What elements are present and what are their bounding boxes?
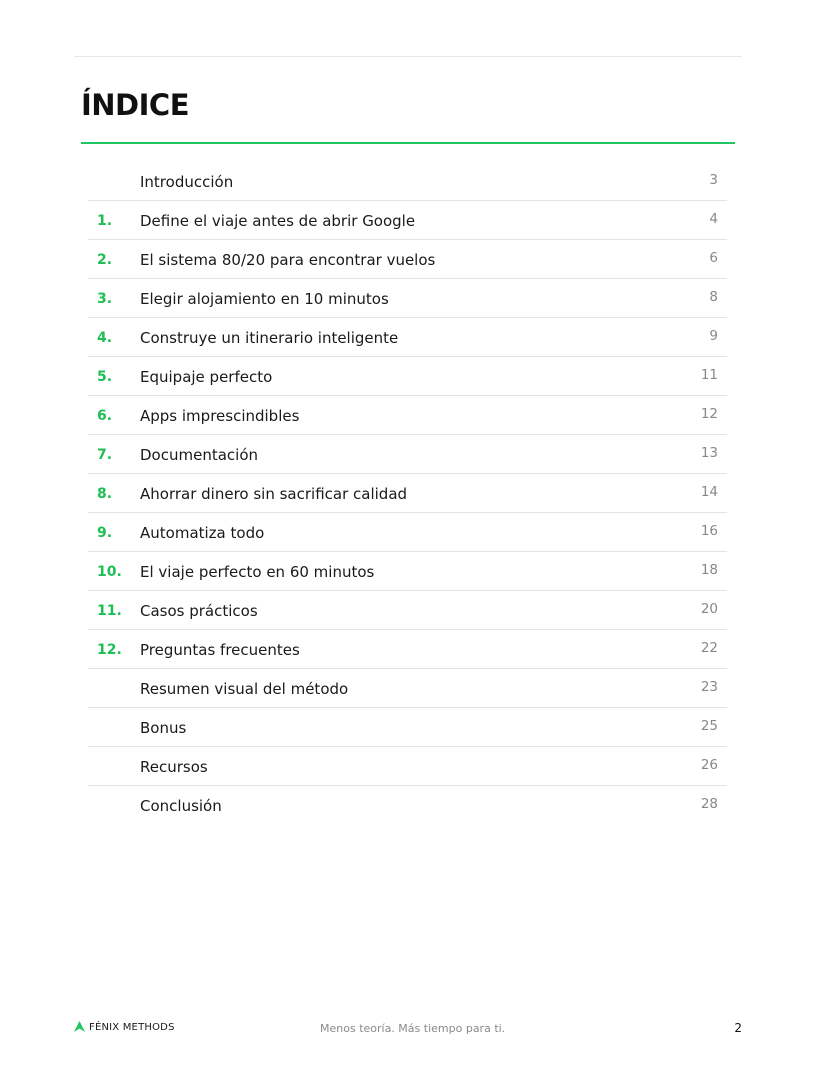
toc-page-number: 22	[700, 640, 718, 656]
toc-number: 2.	[97, 252, 113, 268]
toc-row[interactable]	[88, 435, 727, 474]
toc-page-number: 18	[700, 562, 718, 578]
toc-label: Introducción	[140, 173, 234, 191]
page-number: 2	[734, 1021, 742, 1035]
toc-row[interactable]	[88, 669, 727, 708]
toc-page-number: 25	[700, 718, 718, 734]
toc-row[interactable]	[88, 747, 727, 786]
toc-row[interactable]	[88, 786, 727, 824]
toc-number: 9.	[97, 525, 113, 541]
toc-page-number: 13	[700, 445, 718, 461]
toc-label: Bonus	[140, 719, 187, 737]
toc-page-number: 12	[700, 406, 718, 422]
footer-tagline: Menos teoría. Más tiempo para ti.	[320, 1022, 506, 1035]
toc-page-number: 28	[700, 796, 718, 812]
toc-label: El sistema 80/20 para encontrar vuelos	[140, 251, 436, 269]
toc-label: Ahorrar dinero sin sacrificar calidad	[140, 485, 408, 503]
toc-row[interactable]	[88, 474, 727, 513]
toc-page-number: 6	[709, 250, 718, 266]
phoenix-arrow-icon	[74, 1021, 85, 1033]
toc-row[interactable]	[88, 162, 727, 201]
toc-label: Elegir alojamiento en 10 minutos	[140, 290, 389, 308]
toc-page-number: 23	[700, 679, 718, 695]
page-footer	[74, 1021, 742, 1039]
toc-label: Construye un itinerario inteligente	[140, 329, 399, 347]
toc-row[interactable]	[88, 201, 727, 240]
toc-row[interactable]	[88, 396, 727, 435]
toc-label: Recursos	[140, 758, 208, 776]
toc-page-number: 14	[700, 484, 718, 500]
toc-number: 5.	[97, 369, 113, 385]
toc-row[interactable]	[88, 708, 727, 747]
toc-number: 6.	[97, 408, 113, 424]
toc-page-number: 11	[700, 367, 718, 383]
toc-label: Preguntas frecuentes	[140, 641, 300, 659]
toc-row[interactable]	[88, 279, 727, 318]
toc-number: 10.	[97, 564, 122, 580]
toc-number: 1.	[97, 213, 113, 229]
toc-row[interactable]	[88, 513, 727, 552]
toc-row[interactable]	[88, 357, 727, 396]
toc-row[interactable]	[88, 591, 727, 630]
toc-label: Resumen visual del método	[140, 680, 349, 698]
toc-label: Casos prácticos	[140, 602, 258, 620]
toc-label: El viaje perfecto en 60 minutos	[140, 563, 375, 581]
toc-page-number: 16	[700, 523, 718, 539]
toc-label: Automatiza todo	[140, 524, 265, 542]
brand-name: FÉNIX METHODS	[89, 1021, 175, 1033]
toc-label: Conclusión	[140, 797, 222, 815]
toc-label: Define el viaje antes de abrir Google	[140, 212, 416, 230]
toc-row[interactable]	[88, 240, 727, 279]
toc-row[interactable]	[88, 552, 727, 591]
toc-number: 12.	[97, 642, 122, 658]
toc-page-number: 4	[709, 211, 718, 227]
table-of-contents	[88, 162, 727, 824]
toc-label: Apps imprescindibles	[140, 407, 300, 425]
toc-page-number: 20	[700, 601, 718, 617]
toc-number: 11.	[97, 603, 122, 619]
toc-row[interactable]	[88, 318, 727, 357]
title-underline	[81, 142, 735, 144]
toc-label: Equipaje perfecto	[140, 368, 273, 386]
toc-number: 7.	[97, 447, 113, 463]
toc-number: 3.	[97, 291, 113, 307]
toc-page-number: 8	[709, 289, 718, 305]
top-divider	[74, 56, 742, 57]
toc-label: Documentación	[140, 446, 259, 464]
toc-page-number: 3	[709, 172, 718, 188]
toc-row[interactable]	[88, 630, 727, 669]
toc-number: 4.	[97, 330, 113, 346]
brand	[74, 1021, 175, 1033]
page-title: ÍNDICE	[81, 88, 190, 122]
toc-page-number: 26	[700, 757, 718, 773]
toc-number: 8.	[97, 486, 113, 502]
toc-page-number: 9	[709, 328, 718, 344]
